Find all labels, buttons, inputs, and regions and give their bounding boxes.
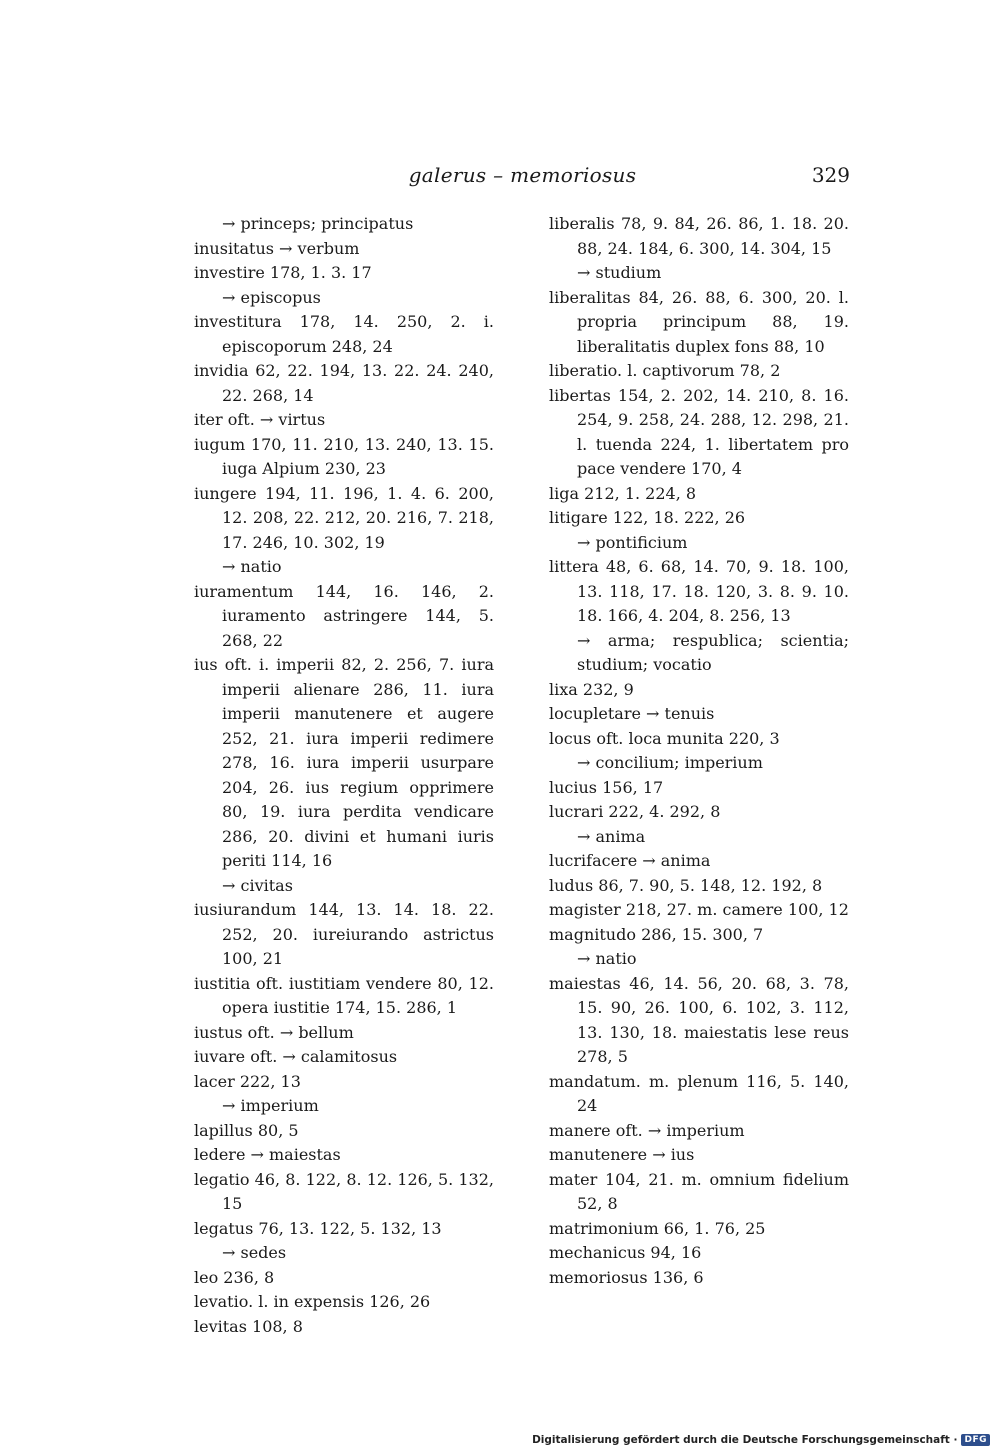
index-entry: mechanicus 94, 16	[549, 1243, 702, 1262]
index-entry: investitura 178, 14. 250, 2. i. episcoporum 248, 24	[194, 312, 494, 356]
index-entry: liberalitas 84, 26. 88, 6. 300, 20. l. propria principum 88, 19. liberalitatis duplex fons 88, 10	[549, 287, 849, 356]
index-entry: liberatio. l. captivorum 78, 2	[549, 361, 781, 380]
index-entry: iustitia oft. iustitiam vendere 80, 12. opera iustitie 174, 15. 286, 1	[194, 973, 494, 1017]
index-entry: iter oft. → virtus	[194, 410, 326, 429]
index-entry: levatio. l. in expensis 126, 26	[194, 1292, 431, 1311]
index-entry: legatus 76, 13. 122, 5. 132, 13	[194, 1218, 442, 1238]
index-entry: iungere 194, 11. 196, 1. 4. 6. 200, 12. 208, 22. 212, 20. 216, 7. 218, 17. 246, 10. 302, 19	[194, 483, 494, 552]
index-entry: maiestas 46, 14. 56, 20. 68, 3. 78, 15. 90, 26. 100, 6. 102, 3. 112, 13. 130, 18. maiestatis lese reus 278, 5	[549, 973, 849, 1066]
index-entry: → imperium	[222, 1096, 319, 1115]
index-entry: magister 218, 27. m. camere 100, 12	[549, 900, 849, 919]
index-entry: memoriosus 136, 6	[549, 1267, 704, 1287]
index-entry: → concilium; imperium	[577, 753, 763, 772]
index-entry: → studium	[577, 263, 662, 282]
index-entry: → civitas	[222, 875, 293, 895]
running-head	[195, 163, 850, 193]
index-entry: locus oft. loca munita 220, 3	[549, 728, 780, 748]
index-entry: levitas 108, 8	[194, 1316, 303, 1336]
index-column-right	[549, 212, 849, 1290]
index-entry: libertas 154, 2. 202, 14. 210, 8. 16. 254, 9. 258, 24. 288, 12. 298, 21. l. tuenda 224, 1. libertatem pro pace vendere 170, 4	[549, 385, 849, 478]
index-entry: → natio	[222, 557, 282, 576]
index-entry: inusitatus → verbum	[194, 238, 360, 258]
index-entry: leo 236, 8	[194, 1267, 275, 1287]
footer	[532, 1433, 990, 1447]
index-entry: iustus oft. → bellum	[194, 1022, 354, 1042]
index-entry: → episcopus	[222, 287, 321, 307]
index-entry: manere oft. → imperium	[549, 1120, 745, 1140]
index-entry: iuvare oft. → calamitosus	[194, 1047, 398, 1066]
index-entry: litigare 122, 18. 222, 26	[549, 508, 746, 527]
index-entry: ius oft. i. imperii 82, 2. 256, 7. iura imperii alienare 286, 11. iura imperii manutenere et augere 252, 21. iura imperii redimere 278, 16. iura imperii usurpare 204, 26. ius regium opprimere 80, 19. iura perdita vendicare 286, 20. divini et humani iuris periti 114, 16	[194, 655, 494, 870]
index-entry: littera 48, 6. 68, 14. 70, 9. 18. 100, 13. 118, 17. 18. 120, 3. 8. 9. 10. 18. 166, 4. 204, 8. 256, 13	[549, 557, 849, 625]
index-entry: iuramentum 144, 16. 146, 2. iuramento astringere 144, 5. 268, 22	[194, 581, 494, 650]
index-entry: mandatum. m. plenum 116, 5. 140, 24	[549, 1071, 849, 1115]
index-entry: iugum 170, 11. 210, 13. 240, 13. 15. iuga Alpium 230, 23	[194, 434, 494, 478]
dfg-logo: DFG	[961, 1434, 990, 1446]
index-entry: manutenere → ius	[549, 1145, 695, 1164]
index-entry: locupletare → tenuis	[549, 704, 715, 723]
index-entry: iusiurandum 144, 13. 14. 18. 22. 252, 20. iureiurando astrictus 100, 21	[194, 900, 494, 968]
index-entry: liga 212, 1. 224, 8	[549, 483, 697, 503]
page-title: galerus – memoriosus	[408, 163, 637, 187]
index-entry: → anima	[577, 826, 646, 846]
index-entry: → arma; respublica; scientia; studium; vocatio	[577, 630, 849, 674]
index-entry: lucrari 222, 4. 292, 8	[549, 802, 721, 821]
index-entry: legatio 46, 8. 122, 8. 12. 126, 5. 132, 15	[194, 1169, 494, 1213]
index-entry: magnitudo 286, 15. 300, 7	[549, 924, 764, 944]
index-column-left	[194, 212, 494, 1339]
index-entry: investire 178, 1. 3. 17	[194, 263, 372, 282]
index-entry: → natio	[577, 949, 637, 968]
index-entry: ludus 86, 7. 90, 5. 148, 12. 192, 8	[549, 875, 823, 895]
index-entry: mater 104, 21. m. omnium fidelium 52, 8	[549, 1169, 849, 1213]
index-entry: matrimonium 66, 1. 76, 25	[549, 1218, 766, 1238]
index-entry: → princeps; principatus	[222, 214, 414, 233]
index-entry: lacer 222, 13	[194, 1071, 301, 1091]
index-entry: lucius 156, 17	[549, 777, 664, 797]
index-entry: invidia 62, 22. 194, 13. 22. 24. 240, 22. 268, 14	[194, 361, 494, 405]
index-entry: → pontificium	[577, 532, 688, 552]
index-entry: liberalis 78, 9. 84, 26. 86, 1. 18. 20. 88, 24. 184, 6. 300, 14. 304, 15	[549, 214, 849, 258]
index-entry: ledere → maiestas	[194, 1145, 341, 1164]
index-entry: lapillus 80, 5	[194, 1120, 299, 1140]
page-number: 329	[811, 163, 850, 187]
index-entry: lucrifacere → anima	[549, 851, 711, 870]
footer-credit: Digitalisierung gefördert durch die Deutsche Forschungsgemeinschaft ·	[532, 1434, 958, 1446]
index-entry: → sedes	[222, 1243, 287, 1262]
index-entry: lixa 232, 9	[549, 679, 634, 699]
